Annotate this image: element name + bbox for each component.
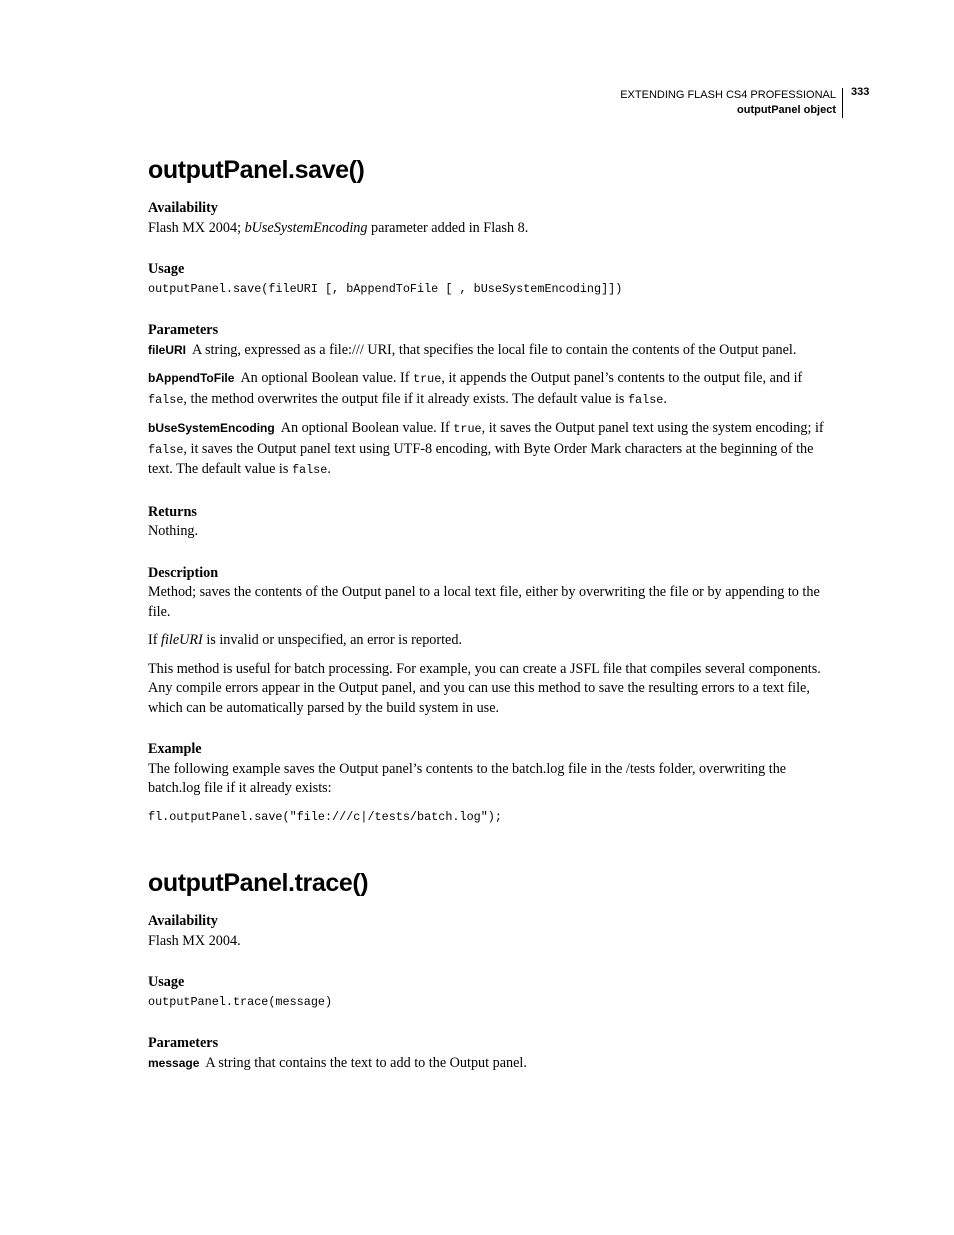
- save-availability-heading: Availability: [148, 200, 218, 216]
- save-returns-text: Nothing.: [148, 523, 199, 539]
- save-param-fileuri: fileURI A string, expressed as a file:/// URI, that specifies the local file to contain the contents of the Output panel.: [148, 341, 797, 358]
- save-param-bappendtofile: bAppendToFile An optional Boolean value. If true, it appends the Output panel’s contents to the output file, and if false, the method overwrites the output file if it already exists. The default value is false.: [148, 370, 803, 407]
- trace-availability-text: Flash MX 2004.: [148, 932, 241, 949]
- save-description-p3: This method is useful for batch processing. For example, you can create a JSFL file that compiles several components. Any compile errors appear in the Output panel, and you can use this method to save the resulting errors to a text file, which can be automatically parsed by the build system in use.: [148, 660, 821, 716]
- save-description-p1: Method; saves the contents of the Output panel to a local text file, either by overwriting the file or by appending to the file.: [148, 584, 820, 620]
- save-parameters-heading: Parameters: [148, 322, 219, 338]
- trace-usage-code: outputPanel.trace(message): [148, 994, 333, 1009]
- trace-availability-heading: Availability: [148, 913, 218, 929]
- section-title: outputPanel object: [737, 104, 836, 116]
- save-availability-text: Flash MX 2004; bUseSystemEncoding parameter added in Flash 8.: [148, 219, 529, 236]
- trace-method-title: outputPanel.trace(): [148, 869, 369, 897]
- save-usage-heading: Usage: [148, 261, 185, 277]
- trace-param-message: message A string that contains the text to add to the Output panel.: [148, 1054, 527, 1071]
- save-example-heading: Example: [148, 741, 202, 757]
- save-example-code: fl.outputPanel.save("file:///c|/tests/batch.log");: [148, 809, 502, 824]
- save-usage-code: outputPanel.save(fileURI [, bAppendToFile [ , bUseSystemEncoding]]): [148, 281, 623, 296]
- trace-parameters-heading: Parameters: [148, 1035, 219, 1051]
- book-title: EXTENDING FLASH CS4 PROFESSIONAL: [620, 89, 836, 101]
- save-param-busesystemencoding: bUseSystemEncoding An optional Boolean value. If true, it saves the Output panel text using the system encoding; if false, it saves the Output panel text using UTF-8 encoding, with Byte Order Mark characters at the beginning of the text. The default value is false.: [148, 420, 824, 477]
- save-returns-heading: Returns: [148, 503, 197, 520]
- trace-usage-heading: Usage: [148, 974, 185, 990]
- page-content: [148, 150, 840, 1073]
- running-header: [620, 88, 843, 118]
- save-example-text: The following example saves the Output panel’s contents to the batch.log file in the /tests folder, overwriting the batch.log file if it already exists:: [148, 760, 787, 796]
- save-description-heading: Description: [148, 564, 219, 581]
- save-description-p2: If fileURI is invalid or unspecified, an error is reported.: [148, 632, 462, 648]
- save-method-title: outputPanel.save(): [148, 156, 365, 184]
- page-number: 333: [851, 86, 870, 98]
